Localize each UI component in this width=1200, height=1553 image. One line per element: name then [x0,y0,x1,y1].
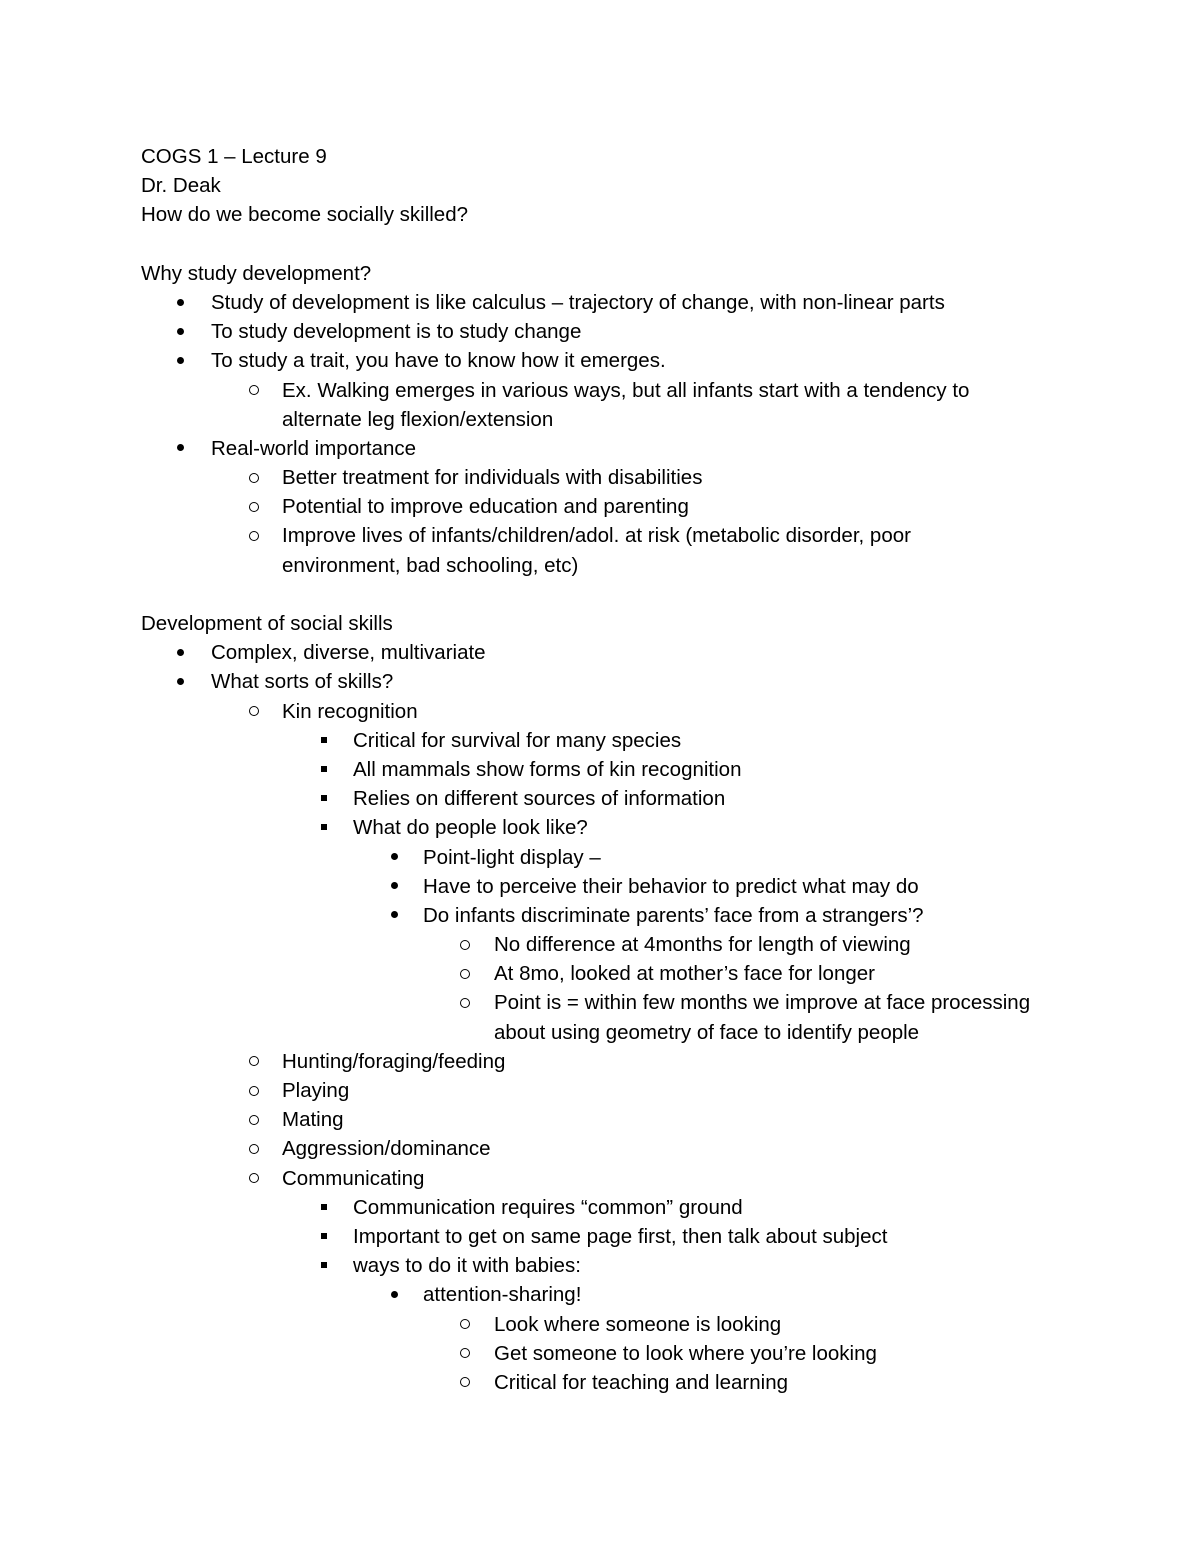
section-heading-text: Development of social skills [141,612,393,635]
list-item-text: Study of development is like calculus – trajectory of change, with non-linear parts [211,290,945,314]
list-item-text: Critical for survival for many species [353,728,682,752]
list-item [0,1222,1200,1251]
bullet-disc-icon [173,638,187,667]
bullet-disc-icon [387,872,401,901]
bullet-square-icon [317,755,331,784]
list-item-text: To study a trait, you have to know how it emerges. [211,349,666,373]
list-item-text: Do infants discriminate parents’ face from a strangers’? [423,903,924,927]
list-item [0,1280,1200,1309]
bullet-ring-icon [247,1134,261,1163]
list-item [0,346,1200,375]
instructor-line [0,171,1200,200]
list-item-text: alternate leg flexion/extension [282,407,554,431]
blank-line [0,580,1200,609]
bullet-disc-icon [173,346,187,375]
bullet-disc-icon [173,434,187,463]
bullet-ring-icon [247,1164,261,1193]
list-item [0,784,1200,813]
bullet-square-icon [317,784,331,813]
list-item-text: Have to perceive their behavior to predict what may do [423,874,919,898]
list-item [0,434,1200,463]
list-item [0,901,1200,930]
section-heading [0,609,1200,638]
list-item-text: Ex. Walking emerges in various ways, but all infants start with a tendency to [282,378,970,402]
bullet-disc-icon [173,317,187,346]
list-item-text: Mating [282,1108,344,1132]
course-title-line [0,142,1200,171]
list-item [0,843,1200,872]
list-item-text: What do people look like? [353,816,588,840]
list-item-text: Real-world importance [211,436,417,460]
list-item-text: Complex, diverse, multivariate [211,641,486,665]
list-item-text: attention-sharing! [423,1283,582,1307]
list-item [0,376,1200,405]
list-item [0,726,1200,755]
list-item [0,813,1200,842]
list-item [0,1368,1200,1397]
list-item [0,667,1200,696]
lecture-question-line [0,200,1200,229]
bullet-square-icon [317,1193,331,1222]
bullet-ring-icon [458,1310,472,1339]
list-item-text: ways to do it with babies: [353,1254,581,1278]
bullet-ring-icon [247,697,261,726]
bullet-square-icon [317,726,331,755]
document-body [0,142,1200,1397]
list-item-text: Communicating [282,1166,425,1190]
bullet-ring-icon [247,1047,261,1076]
list-item-text: environment, bad schooling, etc) [282,553,579,577]
list-item-text: Relies on different sources of information [353,787,726,811]
list-item-text: No difference at 4months for length of viewing [494,933,911,957]
list-item-continuation [0,1018,1200,1047]
bullet-square-icon [317,1251,331,1280]
blank-line [0,230,1200,259]
list-item-text: What sorts of skills? [211,670,394,694]
list-item [0,1193,1200,1222]
list-item [0,959,1200,988]
bullet-disc-icon [387,843,401,872]
list-item [0,1076,1200,1105]
list-item-text: Critical for teaching and learning [494,1370,788,1394]
list-item-text: All mammals show forms of kin recognition [353,757,742,781]
list-item [0,1047,1200,1076]
list-item [0,1134,1200,1163]
list-item [0,988,1200,1017]
list-item [0,872,1200,901]
list-item [0,1164,1200,1193]
list-item-text: At 8mo, looked at mother’s face for longer [494,962,875,986]
list-item-continuation [0,405,1200,434]
list-item-text: Hunting/foraging/feeding [282,1049,506,1073]
list-item-text: To study development is to study change [211,320,582,344]
bullet-ring-icon [458,930,472,959]
bullet-ring-icon [247,521,261,550]
list-item-text: Better treatment for individuals with disabilities [282,466,703,490]
course-title: COGS 1 – Lecture 9 [141,145,327,168]
list-item-text: Get someone to look where you’re looking [494,1341,877,1365]
bullet-ring-icon [247,376,261,405]
list-item-text: Point is = within few months we improve at face processing [494,991,1031,1015]
bullet-disc-icon [173,667,187,696]
list-item [0,317,1200,346]
bullet-ring-icon [247,1105,261,1134]
bullet-square-icon [317,813,331,842]
bullet-disc-icon [173,288,187,317]
instructor-name: Dr. Deak [141,174,221,198]
bullet-ring-icon [458,988,472,1017]
list-item [0,930,1200,959]
list-item [0,521,1200,550]
list-item-continuation [0,551,1200,580]
list-item [0,1105,1200,1134]
list-item [0,1310,1200,1339]
section-heading-text: Why study development? [141,261,372,285]
list-item [0,463,1200,492]
bullet-ring-icon [458,959,472,988]
list-item-text: Communication requires “common” ground [353,1195,743,1219]
bullet-disc-icon [387,901,401,930]
bullet-ring-icon [247,463,261,492]
list-item-text: Playing [282,1079,350,1102]
bullet-square-icon [317,1222,331,1251]
bullet-ring-icon [458,1368,472,1397]
list-item [0,288,1200,317]
bullet-ring-icon [458,1339,472,1368]
list-item [0,492,1200,521]
list-item-text: Improve lives of infants/children/adol. at risk (metabolic disorder, poor [282,524,911,548]
list-item-text: Look where someone is looking [494,1312,782,1336]
lecture-question: How do we become socially skilled? [141,203,469,227]
section-heading [0,259,1200,288]
bullet-ring-icon [247,492,261,521]
list-item-text: Kin recognition [282,699,418,723]
bullet-ring-icon [247,1076,261,1105]
list-item [0,1339,1200,1368]
bullet-disc-icon [387,1280,401,1309]
list-item [0,638,1200,667]
list-item [0,1251,1200,1280]
list-item-text: about using geometry of face to identify people [494,1020,920,1044]
list-item-text: Potential to improve education and parenting [282,495,689,519]
list-item-text: Point-light display – [423,845,601,869]
list-item-text: Important to get on same page first, then talk about subject [353,1224,888,1248]
list-item [0,697,1200,726]
list-item [0,755,1200,784]
list-item-text: Aggression/dominance [282,1137,491,1161]
